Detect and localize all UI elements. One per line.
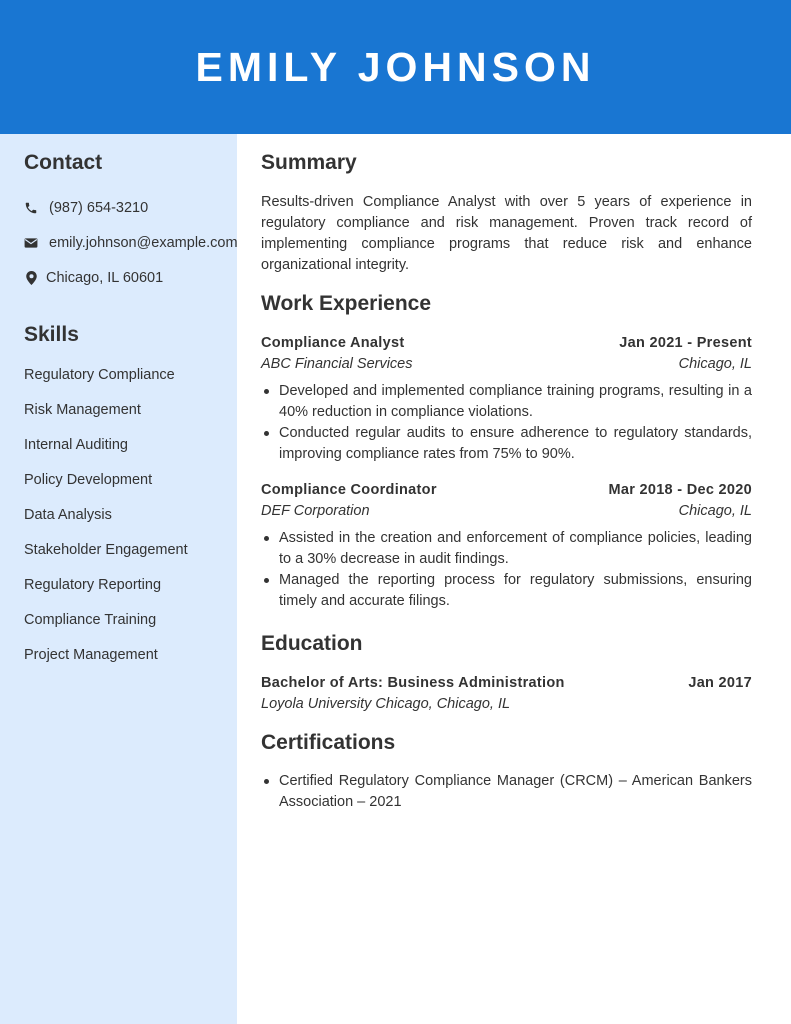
- skill-item: Project Management: [24, 647, 158, 663]
- job-dates: Mar 2018 - Dec 2020: [608, 482, 752, 498]
- envelope-icon: [24, 236, 38, 250]
- contact-heading: Contact: [24, 151, 103, 174]
- job-location: Chicago, IL: [678, 356, 752, 372]
- certification-list: [261, 771, 752, 813]
- job-title: Compliance Analyst: [261, 335, 405, 351]
- list-item: Developed and implemented compliance training programs, resulting in a 40% reduction in compliance violations.: [261, 381, 752, 423]
- skill-item: Compliance Training: [24, 612, 157, 628]
- job-subheader: [261, 503, 752, 519]
- job-title: Compliance Coordinator: [261, 482, 437, 498]
- list-item: Managed the reporting process for regulatory submissions, ensuring timely and accurate filings.: [261, 570, 752, 612]
- phone-text: (987) 654-3210: [49, 200, 149, 216]
- phone-icon: [24, 201, 38, 215]
- sidebar: [0, 134, 237, 1024]
- skills-heading: Skills: [24, 323, 79, 346]
- experience-heading: Work Experience: [261, 292, 432, 315]
- job-subheader: [261, 356, 752, 372]
- summary-text: Results-driven Compliance Analyst with over 5 years of experience in regulatory compliance and risk management. Proven track record of implementing compliance programs that reduce risk and enhance organizational integrity.: [261, 194, 752, 273]
- list-item: Conducted regular audits to ensure adherence to regulatory standards, improving compliance rates from 75% to 90%.: [261, 423, 752, 465]
- list-item: Certified Regulatory Compliance Manager (CRCM) – American Bankers Association – 2021: [261, 771, 752, 813]
- job-header: [261, 335, 752, 351]
- job-company: ABC Financial Services: [261, 356, 413, 372]
- contact-email: [24, 235, 238, 251]
- job-location: Chicago, IL: [678, 503, 752, 519]
- contact-phone: [24, 200, 148, 216]
- skill-item: Data Analysis: [24, 507, 112, 523]
- skill-item: Stakeholder Engagement: [24, 542, 188, 558]
- education-school-row: [261, 696, 752, 712]
- list-item: Assisted in the creation and enforcement of compliance policies, leading to a 30% decrease in audit findings.: [261, 528, 752, 570]
- skill-item: Regulatory Reporting: [24, 577, 162, 593]
- summary-heading: Summary: [261, 151, 357, 174]
- school: Loyola University Chicago, Chicago, IL: [261, 696, 511, 712]
- education-date: Jan 2017: [688, 675, 752, 691]
- map-pin-icon: [24, 271, 38, 285]
- email-text: emily.johnson@example.com: [49, 235, 238, 251]
- job-header: [261, 482, 752, 498]
- education-header: [261, 675, 752, 691]
- contact-location: [24, 270, 163, 286]
- certifications-heading: Certifications: [261, 731, 396, 754]
- degree: Bachelor of Arts: Business Administration: [261, 675, 565, 691]
- skill-item: Policy Development: [24, 472, 153, 488]
- skill-item: Regulatory Compliance: [24, 367, 175, 383]
- education-heading: Education: [261, 632, 363, 655]
- job-dates: Jan 2021 - Present: [619, 335, 752, 351]
- job-bullets: [261, 528, 752, 612]
- resume-header: [0, 0, 791, 134]
- skill-item: Risk Management: [24, 402, 141, 418]
- job-bullets: [261, 381, 752, 465]
- job-company: DEF Corporation: [261, 503, 370, 519]
- skill-item: Internal Auditing: [24, 437, 128, 453]
- location-text: Chicago, IL 60601: [46, 270, 164, 286]
- candidate-name: EMILY JOHNSON: [195, 43, 596, 90]
